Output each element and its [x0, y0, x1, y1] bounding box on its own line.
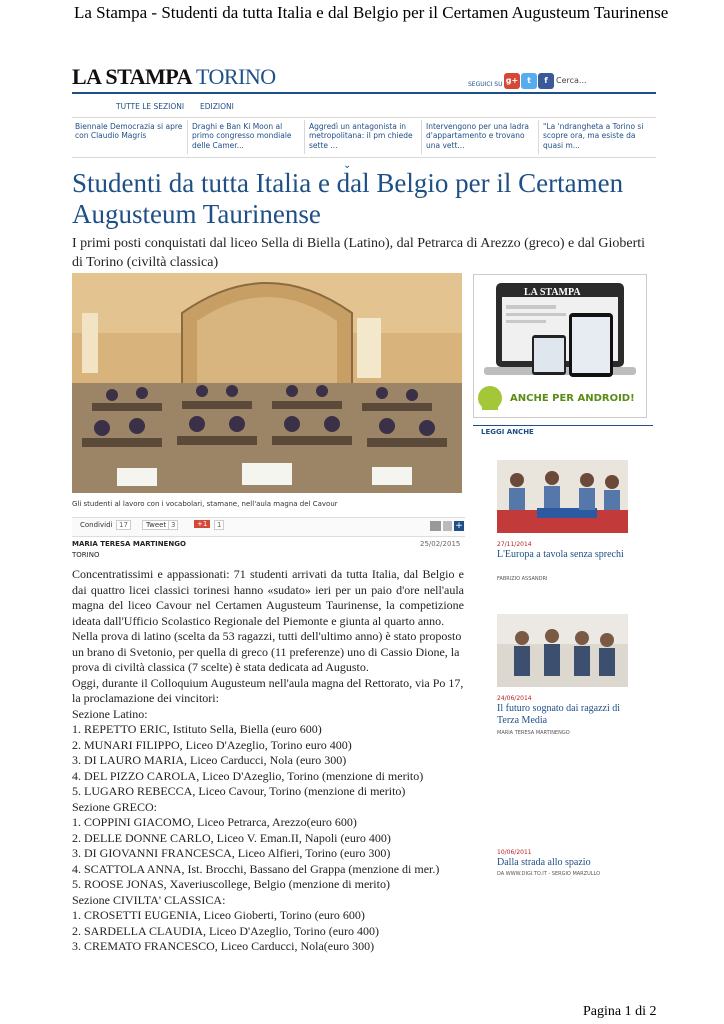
android-app-ad[interactable] — [473, 274, 647, 418]
page-number: Pagina 1 di 2 — [583, 1004, 657, 1019]
chevron-down-icon[interactable]: ⌄ — [343, 160, 352, 171]
body-paragraph: Concentratissimi e appassionati: 71 studenti arrivati da tutta Italia, dal Belgio e dai quattro licei classici torinesi hanno «sudato» ieri per un paio d'ore nell'aula magna del liceo Cavour nel Certamen Augusteum Taurinense, la competizione ideata dall'Ufficio Scolastico Regionale del Piemonte e giunta al quarto anno. — [72, 567, 464, 628]
related-title[interactable]: Dalla strada allo spazio — [497, 857, 591, 868]
masthead-divider — [72, 92, 656, 94]
tweet-count: 3 — [168, 520, 178, 530]
teaser-row-border — [72, 157, 656, 158]
article-title: Studenti da tutta Italia e dal Belgio per il Certamen Augusteum Taurinense — [72, 168, 624, 230]
email-icon[interactable] — [443, 521, 452, 531]
follow-label: SEGUICI SU — [468, 81, 503, 88]
tweet-button[interactable]: Tweet — [142, 520, 170, 530]
results-line: 4. DEL PIZZO CAROLA, Liceo D'Azeglio, Torino (menzione di merito) — [72, 768, 424, 783]
results-line: 1. CROSETTI EUGENIA, Liceo Gioberti, Torino (euro 600) — [72, 908, 365, 922]
results-line: 3. DI GIOVANNI FRANCESCA, Liceo Alfieri, Torino (euro 300) — [72, 846, 391, 860]
article-location: TORINO — [72, 551, 100, 559]
teaser-row-border — [72, 117, 656, 118]
article-subtitle: I primi posti conquistati dal liceo Sella di Biella (Latino), dal Petrarca di Arezzo (greco) e dal Gioberti di Torino (civiltà classica) — [72, 236, 646, 270]
related-date: 24/06/2014 — [497, 695, 532, 702]
related-label: LEGGI ANCHE — [481, 428, 534, 436]
nav-all-sections[interactable]: TUTTE LE SEZIONI — [116, 102, 185, 111]
related-author: FABRIZIO ASSANDRI — [497, 576, 548, 582]
related-author: MARIA TERESA MARTINENGO — [497, 730, 570, 736]
logo-text: LA STAMPA — [72, 64, 192, 89]
related-date: 27/11/2014 — [497, 541, 532, 548]
results-line: 2. DELLE DONNE CARLO, Liceo V. Eman.II, Napoli (euro 400) — [72, 830, 391, 845]
article-photo — [72, 273, 462, 493]
plus-icon[interactable]: + — [455, 521, 463, 531]
classroom-photo-illustration — [72, 273, 462, 493]
related-thumbnail[interactable] — [497, 614, 628, 687]
site-logo[interactable] — [72, 64, 276, 90]
results-line: 5. ROOSE JONAS, Xaveriuscollege, Belgio (menzione di merito) — [72, 877, 390, 891]
results-line: 2. SARDELLA CLAUDIA, Liceo D'Azeglio, Torino (euro 400) — [72, 923, 380, 938]
sidebar-divider — [473, 425, 653, 426]
related-photo-illustration — [497, 460, 628, 533]
article-body — [72, 567, 464, 955]
nav-editions[interactable]: EDIZIONI — [200, 102, 234, 111]
photo-caption: Gli studenti al lavoro con i vocabolari, stamane, nell'aula magna del Cavour — [72, 500, 338, 508]
googleplus-count: 1 — [214, 520, 224, 530]
article-author: MARIA TERESA MARTINENGO — [72, 540, 186, 548]
share-facebook-button[interactable]: Condividi — [80, 521, 113, 529]
results-line: 5. LUGARO REBECCA, Liceo Cavour, Torino (menzione di merito) — [72, 784, 406, 798]
search-input[interactable]: Cerca... — [556, 76, 587, 85]
teaser-link[interactable]: Aggredì un antagonista in metropolitana: il pm chiede sette ... — [309, 122, 413, 150]
teaser-link[interactable]: Draghi e Ban Ki Moon al primo congresso mondiale delle Camer... — [192, 122, 292, 150]
print-icon[interactable] — [430, 521, 441, 531]
results-line: Sezione GRECO: — [72, 799, 157, 814]
body-paragraph: Oggi, durante il Colloquium Augusteum nell'aula magna del Rettorato, via Po 17, la proclamazione dei vincitori: — [72, 675, 464, 705]
teaser-divider — [538, 120, 539, 154]
results-line: 4. SCATTOLA ANNA, Ist. Brocchi, Bassano del Grappa (menzione di mer.) — [72, 861, 440, 876]
teaser-link[interactable]: Biennale Democrazia si apre con Claudio Magris — [75, 122, 183, 141]
related-date: 10/06/2011 — [497, 849, 532, 856]
body-paragraph: Nella prova di latino (scelta da 53 ragazzi, tutti dell'ultimo anno) è stato proposto un brano di Svetonio, per quella di greco (11 preferenze) uno di Cassio Dione, la prova di civiltà classica (7 scelte) è stata dedicata ad Augusto. — [72, 629, 462, 674]
ad-slogan: ANCHE PER ANDROID! — [510, 393, 635, 404]
share-facebook-count: 17 — [116, 520, 131, 530]
results-line: 1. COPPINI GIACOMO, Liceo Petrarca, Arezzo(euro 600) — [72, 815, 357, 829]
teaser-link[interactable]: "La 'ndrangheta a Torino si scopre ora, ma esiste da quasi m... — [543, 122, 644, 150]
results-line: 3. DI LAURO MARIA, Liceo Carducci, Nola (euro 300) — [72, 753, 347, 767]
related-photo-illustration — [497, 614, 628, 687]
results-line: 1. REPETTO ERIC, Istituto Sella, Biella (euro 600) — [72, 722, 322, 736]
facebook-icon[interactable]: f — [538, 73, 554, 89]
related-title[interactable]: Il futuro sognato dai ragazzi di Terza Media — [497, 703, 621, 726]
teaser-divider — [187, 120, 188, 154]
teaser-link[interactable]: Intervengono per una ladra d'appartamento e trovano una vett... — [426, 122, 529, 150]
googleplus-icon[interactable]: g+ — [504, 73, 520, 89]
related-title[interactable]: L'Europa a tavola senza sprechi — [497, 549, 624, 560]
share-bar — [72, 517, 465, 537]
print-header-title: La Stampa - Studenti da tutta Italia e dal Belgio per il Certamen Augusteum Taurinense — [74, 3, 669, 22]
article-date: 25/02/2015 — [420, 540, 461, 548]
results-line: Sezione CIVILTA' CLASSICA: — [72, 892, 226, 907]
ad-brand: LA STAMPA — [524, 287, 581, 298]
googleplus-button[interactable]: +1 — [194, 520, 210, 528]
logo-city: TORINO — [195, 64, 276, 89]
twitter-icon[interactable]: t — [521, 73, 537, 89]
results-line: 3. CREMATO FRANCESCO, Liceo Carducci, Nola(euro 300) — [72, 939, 375, 953]
results-line: Sezione Latino: — [72, 706, 148, 721]
related-thumbnail[interactable] — [497, 460, 628, 533]
teaser-divider — [421, 120, 422, 154]
results-line: 2. MUNARI FILIPPO, Liceo D'Azeglio, Torino euro 400) — [72, 737, 352, 752]
teaser-divider — [304, 120, 305, 154]
related-author: DA WWW.DIGI.TO.IT - SERGIO MARZULLO — [497, 871, 601, 877]
